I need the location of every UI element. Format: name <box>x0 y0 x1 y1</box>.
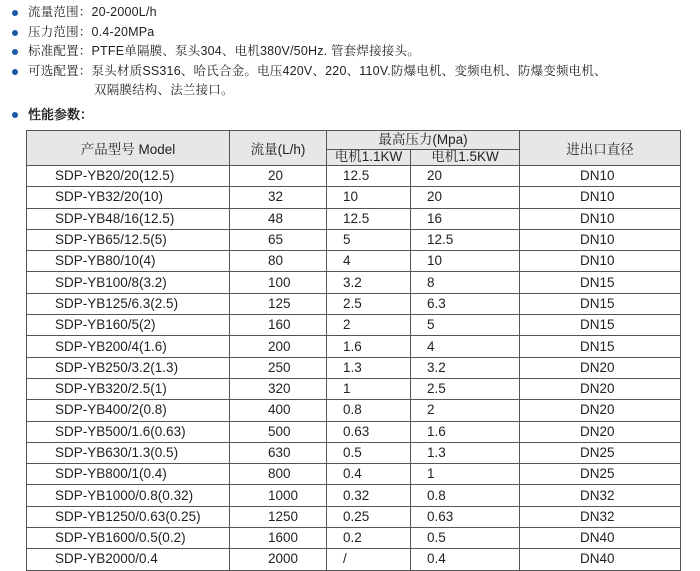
cell-pressure-1-5kw: 0.63 <box>411 506 520 527</box>
cell-pressure-1-1kw: / <box>327 549 411 570</box>
cell-model: SDP-YB630/1.3(0.5) <box>27 442 230 463</box>
spec-standard-config <box>10 42 690 62</box>
cell-flow: 250 <box>230 357 327 378</box>
cell-pressure-1-5kw: 5 <box>411 315 520 336</box>
cell-model: SDP-YB125/6.3(2.5) <box>27 293 230 314</box>
cell-model: SDP-YB160/5(2) <box>27 315 230 336</box>
cell-pressure-1-5kw: 8 <box>411 272 520 293</box>
spec-label: 流量范围： <box>28 5 92 19</box>
cell-port: DN25 <box>520 442 681 463</box>
cell-pressure-1-5kw: 1.6 <box>411 421 520 442</box>
cell-pressure-1-5kw: 16 <box>411 208 520 229</box>
cell-pressure-1-5kw: 2.5 <box>411 378 520 399</box>
cell-port: DN40 <box>520 528 681 549</box>
cell-port: DN32 <box>520 485 681 506</box>
table-row <box>27 272 681 293</box>
cell-model: SDP-YB65/12.5(5) <box>27 229 230 250</box>
performance-title: 性能参数： <box>28 107 94 122</box>
cell-port: DN10 <box>520 187 681 208</box>
cell-flow: 400 <box>230 400 327 421</box>
table-row <box>27 187 681 208</box>
cell-flow: 32 <box>230 187 327 208</box>
cell-model: SDP-YB1250/0.63(0.25) <box>27 506 230 527</box>
cell-pressure-1-1kw: 0.2 <box>327 528 411 549</box>
cell-flow: 500 <box>230 421 327 442</box>
table-row <box>27 336 681 357</box>
cell-pressure-1-5kw: 4 <box>411 336 520 357</box>
table-row <box>27 208 681 229</box>
cell-port: DN40 <box>520 549 681 570</box>
bullet-icon <box>12 10 18 16</box>
header-model: 产品型号 Model <box>27 131 230 166</box>
header-motor-1-5kw: 电机1.5KW <box>411 149 520 165</box>
cell-port: DN15 <box>520 293 681 314</box>
spec-value-continued: 双隔膜结构、法兰接口。 <box>94 83 234 97</box>
spec-label: 压力范围： <box>28 24 92 39</box>
cell-flow: 80 <box>230 251 327 272</box>
cell-port: DN10 <box>520 208 681 229</box>
header-row <box>27 131 681 150</box>
table-row <box>27 485 681 506</box>
spec-flow-range <box>10 3 690 23</box>
bullet-icon <box>12 49 18 55</box>
cell-pressure-1-1kw: 5 <box>327 229 411 250</box>
cell-flow: 100 <box>230 272 327 293</box>
cell-pressure-1-1kw: 0.5 <box>327 442 411 463</box>
table-row <box>27 506 681 527</box>
spec-label: 标准配置： <box>28 44 92 58</box>
cell-port: DN15 <box>520 336 681 357</box>
table-row <box>27 442 681 463</box>
header-port: 进出口直径 <box>520 131 681 166</box>
cell-model: SDP-YB800/1(0.4) <box>27 464 230 485</box>
cell-model: SDP-YB500/1.6(0.63) <box>27 421 230 442</box>
spec-pressure-range <box>10 23 690 43</box>
cell-pressure-1-1kw: 0.8 <box>327 400 411 421</box>
cell-port: DN10 <box>520 251 681 272</box>
cell-pressure-1-5kw: 2 <box>411 400 520 421</box>
table-row <box>27 464 681 485</box>
cell-pressure-1-1kw: 0.25 <box>327 506 411 527</box>
cell-pressure-1-1kw: 4 <box>327 251 411 272</box>
cell-model: SDP-YB250/3.2(1.3) <box>27 357 230 378</box>
cell-pressure-1-5kw: 12.5 <box>411 229 520 250</box>
cell-port: DN15 <box>520 272 681 293</box>
cell-flow: 1000 <box>230 485 327 506</box>
cell-port: DN10 <box>520 166 681 187</box>
cell-model: SDP-YB200/4(1.6) <box>27 336 230 357</box>
cell-port: DN25 <box>520 464 681 485</box>
table-row <box>27 293 681 314</box>
cell-model: SDP-YB1600/0.5(0.2) <box>27 528 230 549</box>
cell-port: DN15 <box>520 315 681 336</box>
cell-flow: 200 <box>230 336 327 357</box>
cell-model: SDP-YB2000/0.4 <box>27 549 230 570</box>
cell-pressure-1-5kw: 3.2 <box>411 357 520 378</box>
cell-model: SDP-YB320/2.5(1) <box>27 378 230 399</box>
table-row <box>27 400 681 421</box>
bullet-icon <box>12 112 18 118</box>
cell-flow: 125 <box>230 293 327 314</box>
cell-pressure-1-1kw: 0.63 <box>327 421 411 442</box>
header-motor-1-1kw: 电机1.1KW <box>327 149 411 165</box>
table-row <box>27 166 681 187</box>
cell-flow: 1250 <box>230 506 327 527</box>
cell-flow: 800 <box>230 464 327 485</box>
cell-pressure-1-5kw: 0.4 <box>411 549 520 570</box>
cell-pressure-1-1kw: 0.32 <box>327 485 411 506</box>
cell-flow: 65 <box>230 229 327 250</box>
cell-pressure-1-5kw: 1 <box>411 464 520 485</box>
cell-pressure-1-1kw: 12.5 <box>327 166 411 187</box>
cell-port: DN10 <box>520 229 681 250</box>
cell-pressure-1-5kw: 20 <box>411 187 520 208</box>
cell-pressure-1-1kw: 2 <box>327 315 411 336</box>
bullet-icon <box>12 30 18 36</box>
cell-port: DN32 <box>520 506 681 527</box>
cell-pressure-1-1kw: 1.6 <box>327 336 411 357</box>
table-row <box>27 421 681 442</box>
cell-model: SDP-YB20/20(12.5) <box>27 166 230 187</box>
cell-pressure-1-1kw: 0.4 <box>327 464 411 485</box>
performance-table <box>26 130 681 571</box>
spec-label: 可选配置： <box>28 63 92 78</box>
cell-model: SDP-YB1000/0.8(0.32) <box>27 485 230 506</box>
table-row <box>27 251 681 272</box>
cell-model: SDP-YB48/16(12.5) <box>27 208 230 229</box>
header-flow: 流量(L/h) <box>230 131 327 166</box>
cell-pressure-1-1kw: 12.5 <box>327 208 411 229</box>
cell-flow: 630 <box>230 442 327 463</box>
cell-flow: 48 <box>230 208 327 229</box>
header-pressure: 最高压力(Mpa) <box>327 131 520 150</box>
spec-value: 0.4-20MPa <box>91 24 155 39</box>
cell-pressure-1-5kw: 0.5 <box>411 528 520 549</box>
table-row <box>27 357 681 378</box>
cell-pressure-1-1kw: 1.3 <box>327 357 411 378</box>
table-row <box>27 549 681 570</box>
cell-flow: 320 <box>230 378 327 399</box>
cell-pressure-1-1kw: 10 <box>327 187 411 208</box>
cell-pressure-1-1kw: 3.2 <box>327 272 411 293</box>
table-row <box>27 315 681 336</box>
cell-pressure-1-5kw: 6.3 <box>411 293 520 314</box>
spec-list <box>10 3 690 101</box>
table-row <box>27 378 681 399</box>
bullet-icon <box>12 69 18 75</box>
cell-flow: 20 <box>230 166 327 187</box>
cell-pressure-1-5kw: 20 <box>411 166 520 187</box>
cell-port: DN20 <box>520 378 681 399</box>
spec-value: 20-2000L/h <box>91 5 157 19</box>
cell-model: SDP-YB32/20(10) <box>27 187 230 208</box>
table-body <box>27 166 681 571</box>
table-row <box>27 229 681 250</box>
performance-heading <box>10 106 93 124</box>
spec-optional-config <box>10 62 690 101</box>
cell-port: DN20 <box>520 400 681 421</box>
cell-pressure-1-5kw: 0.8 <box>411 485 520 506</box>
cell-port: DN20 <box>520 421 681 442</box>
cell-pressure-1-1kw: 1 <box>327 378 411 399</box>
cell-flow: 2000 <box>230 549 327 570</box>
spec-value: 泵头材质SS316、哈氏合金。电压420V、220、110V.防爆电机、变频电机、防爆变频电机、 <box>91 63 607 78</box>
cell-model: SDP-YB100/8(3.2) <box>27 272 230 293</box>
cell-model: SDP-YB400/2(0.8) <box>27 400 230 421</box>
cell-pressure-1-5kw: 1.3 <box>411 442 520 463</box>
cell-model: SDP-YB80/10(4) <box>27 251 230 272</box>
cell-flow: 160 <box>230 315 327 336</box>
cell-pressure-1-1kw: 2.5 <box>327 293 411 314</box>
cell-port: DN20 <box>520 357 681 378</box>
cell-pressure-1-5kw: 10 <box>411 251 520 272</box>
table-row <box>27 528 681 549</box>
spec-value: PTFE单隔膜、泵头304、电机380V/50Hz. 管套焊接接头。 <box>91 44 420 58</box>
cell-flow: 1600 <box>230 528 327 549</box>
